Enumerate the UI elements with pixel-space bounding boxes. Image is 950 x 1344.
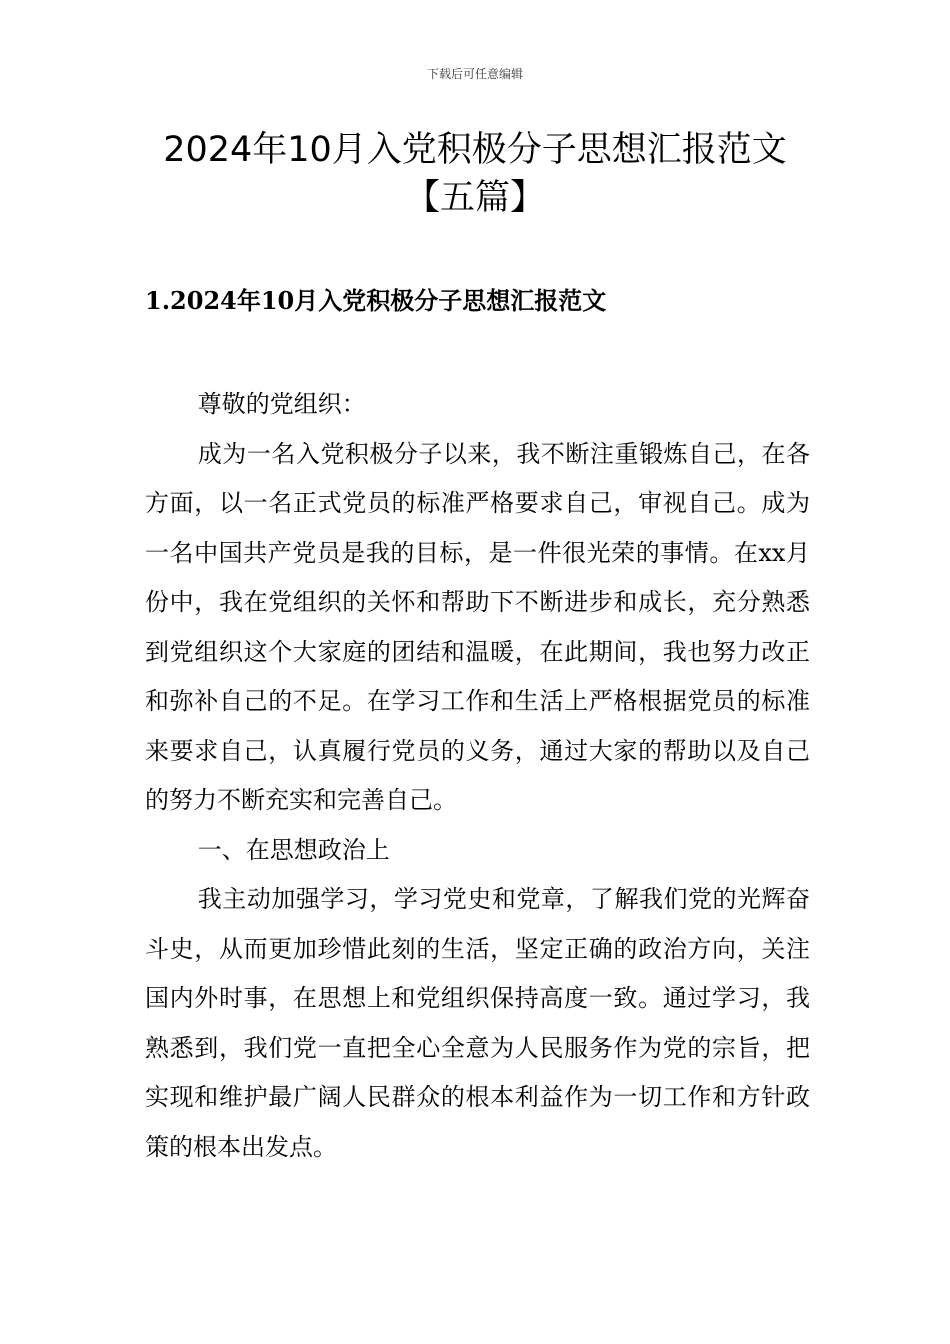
section-heading: 1.2024年10月入党积极分子思想汇报范文 [145, 286, 607, 315]
document-title [120, 126, 830, 222]
header-note: 下载后可任意编辑 [426, 67, 523, 81]
document-title-line1: 2024年10月入党积极分子思想汇报范文 [163, 130, 787, 170]
document-body [145, 380, 810, 1172]
paragraph-1: 成为一名入党积极分子以来，我不断注重锻炼自己，在各方面，以一名正式党员的标准严格要求自己，审视自己。成为一名中国共产党员是我的目标，是一件很光荣的事情。在xx月份中，我在党组织的关怀和帮助下不断进步和成长，充分熟悉到党组织这个大家庭的团结和温暖，在此期间，我也努力改正和弥补自己的不足。在学习工作和生活上严格根据党员的标准来要求自己，认真履行党员的义务，通过大家的帮助以及自己的努力不断充实和完善自己。 [145, 439, 810, 814]
salutation: 尊敬的党组织： [197, 390, 366, 418]
document-title-line2: 【五篇】 [404, 178, 545, 218]
paragraph-2: 我主动加强学习，学习党史和党章，了解我们党的光辉奋斗史，从而更加珍惜此刻的生活，坚定正确的政治方向，关注国内外时事，在思想上和党组织保持高度一致。通过学习，我熟悉到，我们党一直把全心全意为人民服务作为党的宗旨，把实现和维护最广阔人民群众的根本利益作为一切工作和方针政策的根本出发点。 [145, 885, 810, 1161]
subheading-1: 一、在思想政治上 [197, 835, 390, 864]
